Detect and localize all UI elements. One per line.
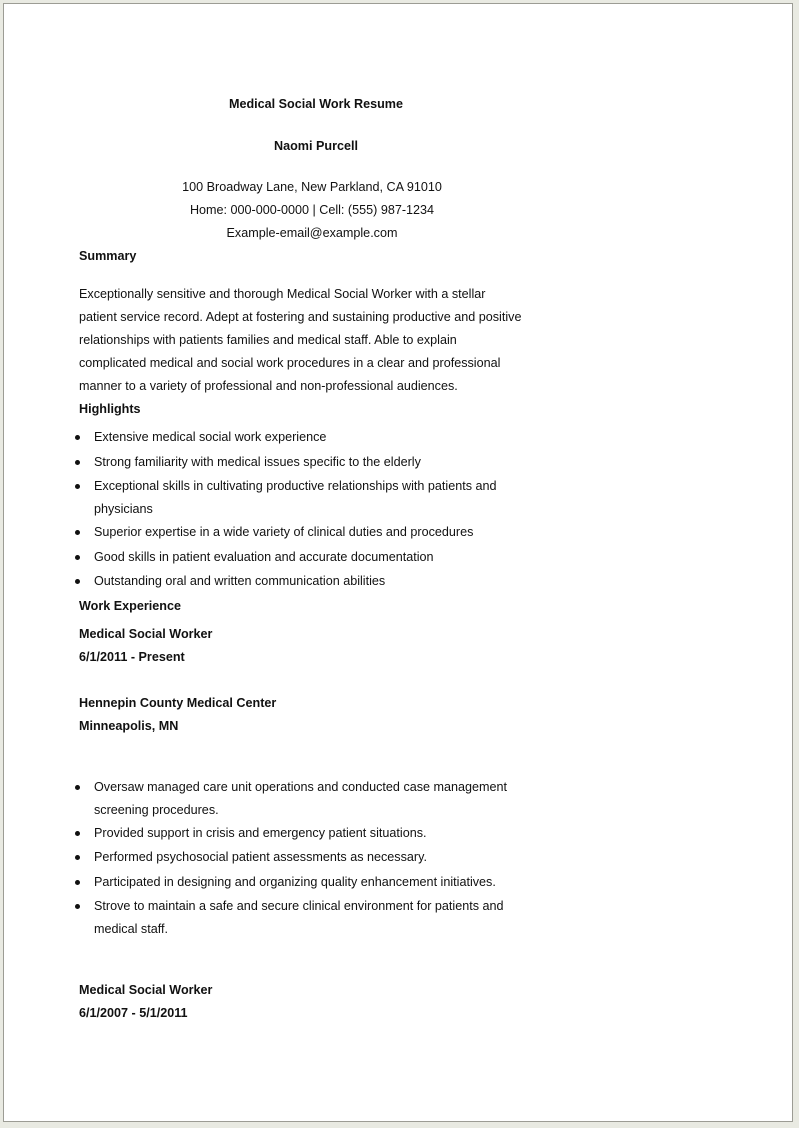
bullet-icon <box>75 435 80 440</box>
duty-item-continued: screening procedures. <box>94 803 219 817</box>
job-dates: 6/1/2011 - Present <box>79 650 185 664</box>
summary-line: patient service record. Adept at fostering and sustaining productive and positive <box>79 310 522 324</box>
bullet-icon <box>75 785 80 790</box>
summary-heading: Summary <box>79 249 137 263</box>
email: Example-email@example.com <box>226 226 398 240</box>
bullet-icon <box>75 530 80 535</box>
employer-name: Hennepin County Medical Center <box>79 696 277 710</box>
phone-numbers: Home: 000-000-0000 | Cell: (555) 987-1234 <box>189 203 435 217</box>
bullet-icon <box>75 555 80 560</box>
bullet-icon <box>75 831 80 836</box>
highlight-item-continued: physicians <box>94 502 153 516</box>
job-title: Medical Social Worker <box>79 983 213 997</box>
highlight-item: Exceptional skills in cultivating productive relationships with patients and <box>94 479 497 493</box>
employer-location: Minneapolis, MN <box>79 719 179 733</box>
highlights-heading: Highlights <box>79 402 141 416</box>
highlight-item: Extensive medical social work experience <box>94 430 327 444</box>
highlight-item: Superior expertise in a wide variety of clinical duties and procedures <box>94 525 474 539</box>
bullet-icon <box>75 855 80 860</box>
summary-line: complicated medical and social work procedures in a clear and professional <box>79 356 501 370</box>
duty-item: Provided support in crisis and emergency patient situations. <box>94 826 427 840</box>
duty-item: Strove to maintain a safe and secure clinical environment for patients and <box>94 899 504 913</box>
candidate-name: Naomi Purcell <box>274 139 358 153</box>
summary-line: relationships with patients families and medical staff. Able to explain <box>79 333 457 347</box>
bullet-icon <box>75 460 80 465</box>
address: 100 Broadway Lane, New Parkland, CA 91010 <box>182 180 442 194</box>
highlight-item: Outstanding oral and written communication abilities <box>94 574 386 588</box>
job-title: Medical Social Worker <box>79 627 213 641</box>
document-title: Medical Social Work Resume <box>228 97 404 111</box>
summary-line: manner to a variety of professional and non-professional audiences. <box>79 379 458 393</box>
bullet-icon <box>75 904 80 909</box>
duty-item: Performed psychosocial patient assessments as necessary. <box>94 850 427 864</box>
bullet-icon <box>75 484 80 489</box>
highlight-item: Good skills in patient evaluation and accurate documentation <box>94 550 434 564</box>
duty-item-continued: medical staff. <box>94 922 168 936</box>
bullet-icon <box>75 880 80 885</box>
bullet-icon <box>75 579 80 584</box>
summary-line: Exceptionally sensitive and thorough Medical Social Worker with a stellar <box>79 287 486 301</box>
resume-page <box>3 3 793 1122</box>
work-experience-heading: Work Experience <box>79 599 181 613</box>
duty-item: Participated in designing and organizing quality enhancement initiatives. <box>94 875 496 889</box>
highlight-item: Strong familiarity with medical issues specific to the elderly <box>94 455 421 469</box>
duty-item: Oversaw managed care unit operations and conducted case management <box>94 780 508 794</box>
job-dates: 6/1/2007 - 5/1/2011 <box>79 1006 188 1020</box>
